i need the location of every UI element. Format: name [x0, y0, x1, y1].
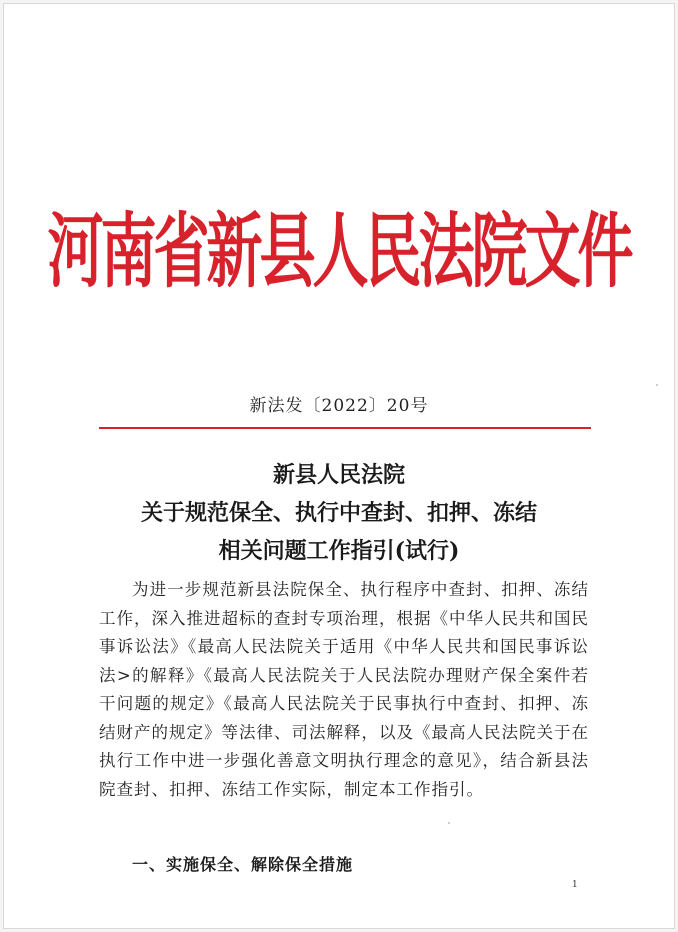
- preamble-paragraph: 为进一步规范新县法院保全、执行程序中查封、扣押、冻结工作，深入推进超标的查封专项治理，根据《中华人民共和国民事诉讼法》《最高人民法院关于适用《中华人民共和国民事诉讼法>的解释》《最高人民法院关于人民法院办理财产保全案件若干问题的规定》《最高人民法院关于民事执行中查封、扣押、冻结财产的规定》等法律、司法解释，以及《最高人民法院关于在执行工作中进一步强化善意文明执行理念的意见》，结合新县法院查封、扣押、冻结工作实际，制定本工作指引。: [99, 580, 589, 799]
- document-header-title: 河南省新县人民法院文件: [47, 205, 631, 300]
- red-divider-line: [99, 427, 591, 429]
- section-heading: 一、实施保全、解除保全措施: [132, 855, 354, 874]
- title-line-3: 相关问题工作指引(试行): [218, 538, 460, 564]
- scan-artifact: [656, 384, 658, 386]
- document-page: [3, 3, 675, 929]
- document-number: 新法发〔2022〕20号: [249, 396, 429, 416]
- title-line-2: 关于规范保全、执行中查封、扣押、冻结: [140, 500, 537, 526]
- document-title: [4, 456, 674, 570]
- page-number: 1: [572, 880, 578, 890]
- scan-artifact: [448, 822, 450, 824]
- title-line-1: 新县人民法院: [272, 462, 405, 488]
